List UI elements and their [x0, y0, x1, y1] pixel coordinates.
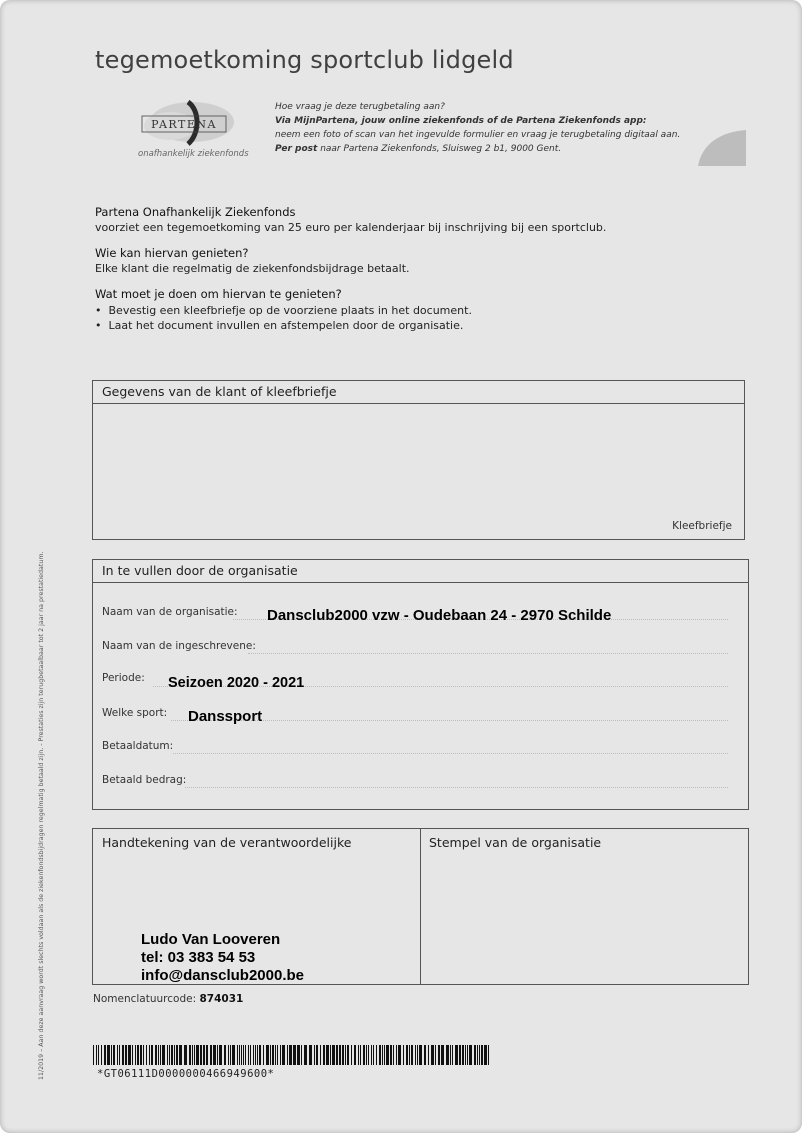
period-value[interactable]: Seizoen 2020 - 2021 — [168, 675, 305, 691]
signer-phone: tel: 03 383 54 53 — [141, 949, 256, 966]
amount-line[interactable] — [185, 787, 728, 788]
organisation-box — [92, 559, 749, 810]
sticker-label: Kleefbriefje — [672, 520, 732, 532]
signature-content[interactable] — [141, 931, 304, 985]
client-box-header: Gegevens van de klant of kleefbriefje — [93, 381, 744, 404]
nomenclature-label: Nomenclatuurcode: — [93, 993, 200, 1005]
nomenclature-code: 874031 — [199, 993, 244, 1005]
how-line-1: Via MijnPartena, jouw online ziekenfonds of de Partena Ziekenfonds app: — [275, 116, 647, 126]
org-heading: Partena Onafhankelijk Ziekenfonds — [95, 205, 296, 219]
signature-divider — [420, 829, 421, 984]
amount-label: Betaald bedrag: — [102, 774, 187, 786]
stamp-header: Stempel van de organisatie — [429, 835, 602, 850]
intro-section — [95, 205, 745, 334]
enrollee-line[interactable] — [248, 653, 728, 654]
signer-name: Ludo Van Looveren — [141, 931, 281, 948]
payment-date-line[interactable] — [173, 753, 728, 754]
page-title: tegemoetkoming sportclub lidgeld — [95, 46, 514, 74]
barcode-text: *GT06111D0000000466949600* — [97, 1068, 275, 1080]
enrollee-label: Naam van de ingeschrevene: — [102, 640, 256, 652]
signer-email: info@dansclub2000.be — [141, 967, 305, 984]
client-box — [92, 380, 745, 540]
how-to-apply — [275, 100, 680, 156]
period-label: Periode: — [102, 672, 145, 684]
barcode — [93, 1045, 493, 1065]
who-heading: Wie kan hiervan genieten? — [95, 246, 249, 260]
how-question: Hoe vraag je deze terugbetaling aan? — [275, 102, 445, 112]
logo-text: PARTENA — [151, 118, 217, 131]
corner-decoration — [698, 130, 746, 166]
who-text: Elke klant die regelmatig de ziekenfondsbijdrage betaalt. — [95, 262, 410, 275]
how-line-3-bold: Per post — [275, 144, 318, 154]
list-item: • Bevestig een kleefbriefje op de voorziene plaats in het document. — [95, 304, 745, 317]
signature-header: Handtekening van de verantwoordelijke — [102, 835, 352, 850]
nomenclature — [93, 993, 243, 1005]
organisation-box-header: In te vullen door de organisatie — [93, 560, 748, 583]
what-heading: Wat moet je doen om hiervan te genieten? — [95, 287, 342, 301]
org-name-value[interactable]: Dansclub2000 vzw - Oudebaan 24 - 2970 Schilde — [267, 607, 612, 624]
signature-box — [92, 828, 749, 985]
side-note: 11/2019 – Aan deze aanvraag wordt slechts voldaan als de ziekenfondsbijdragen regelmatig betaald zijn. - Prestaties zijn terugbetaalbaar tot 2 jaar na prestatiedatum. — [38, 551, 45, 1080]
org-name-label: Naam van de organisatie: — [102, 606, 238, 618]
how-line-2: neem een foto of scan van het ingevulde formulier en vraag je terugbetaling digitaal aan. — [275, 130, 681, 140]
logo-subtitle: onafhankelijk ziekenfonds — [138, 149, 249, 159]
what-list — [95, 304, 745, 332]
sport-label: Welke sport: — [102, 707, 168, 719]
sport-value[interactable]: Danssport — [188, 708, 263, 725]
org-text: voorziet een tegemoetkoming van 25 euro per kalenderjaar bij inschrijving bij een sportclub. — [95, 221, 607, 234]
how-line-3: naar Partena Ziekenfonds, Sluisweg 2 b1, 9000 Gent. — [317, 144, 562, 154]
list-item: • Laat het document invullen en afstempelen door de organisatie. — [95, 319, 745, 332]
payment-date-label: Betaaldatum: — [102, 740, 174, 752]
